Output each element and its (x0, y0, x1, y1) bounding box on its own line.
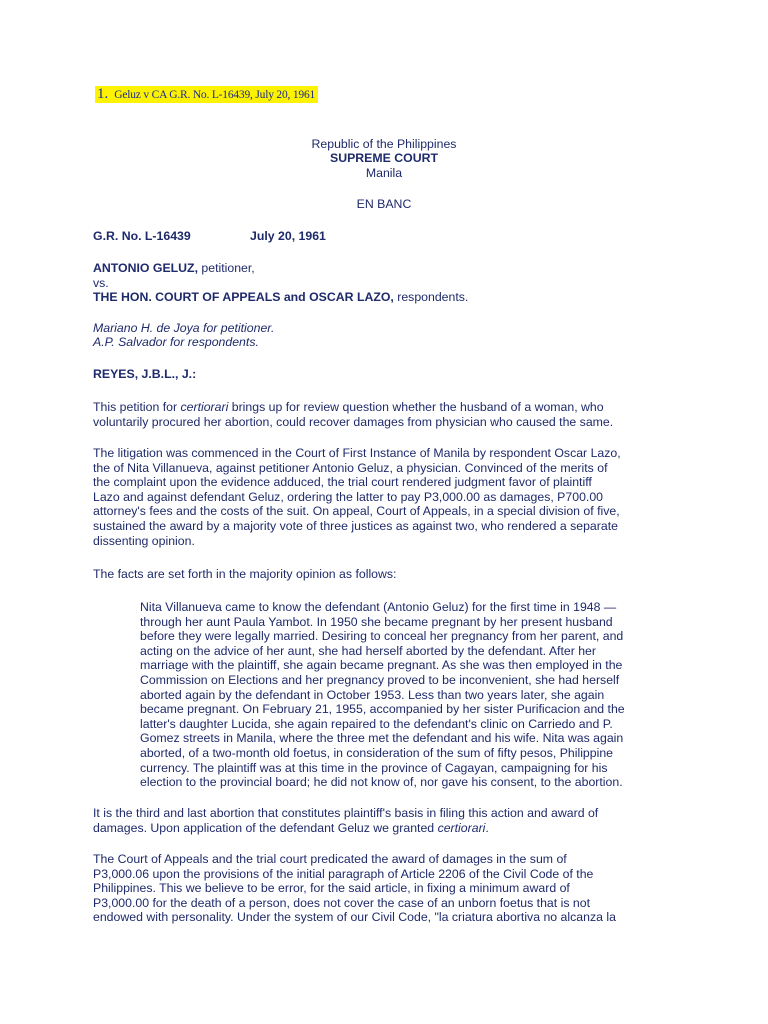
respondent-name: THE HON. COURT OF APPEALS and OSCAR LAZO, (93, 290, 394, 304)
gr-number: G.R. No. L-16439 (93, 229, 191, 243)
text-run: brings up for review question whether the husband of a woman, who (228, 400, 604, 414)
quote-line: marriage with the plaintiff, she again became pregnant. As she was then employed in the (140, 658, 623, 673)
paragraph-line (93, 821, 693, 836)
paragraph-line: sustained the award by a majority vote of three justices as against two, who rendered a separate (93, 518, 618, 533)
text-run: damages. Upon application of the defendant Geluz we granted (93, 820, 438, 835)
division-line: EN BANC (356, 197, 412, 211)
petitioner-role: petitioner, (197, 261, 255, 275)
respondent-role: respondents. (393, 290, 469, 304)
quote-line: aborted again by the defendant in October 1953. Less than two years later, she again (140, 687, 605, 702)
paragraph-line: voluntarily procured her abortion, could recover damages from physician who caused the same. (93, 414, 614, 429)
tag-number: 1. (97, 86, 109, 102)
paragraph-line: The Court of Appeals and the trial court predicated the award of damages in the sum of (93, 852, 567, 866)
paragraph-line (93, 400, 693, 415)
highlighted-case-tag (95, 86, 318, 103)
respondent-line (93, 290, 468, 305)
italic-term: certiorari (437, 820, 486, 835)
paragraph-line: The facts are set forth in the majority opinion as follows: (93, 567, 397, 581)
paragraph-line: P3,000.00 for the death of a person, does not cover the case of an unborn foetus that is not (93, 895, 590, 910)
quote-line: Nita Villanueva came to know the defendant (Antonio Geluz) for the first time in 1948 — (140, 600, 617, 614)
paragraph-damages (93, 852, 693, 925)
quote-line: latter's daughter Lucida, she again repaired to the defendant's clinic on Carriedo and P. (140, 716, 613, 731)
text-run: . (485, 820, 489, 835)
quote-line: Commission on Elections and her pregnancy proved to be inconvenient, she had herself (140, 672, 620, 687)
ponente: REYES, J.B.L., J.: (93, 367, 197, 381)
italic-term: certiorari (180, 400, 229, 414)
block-quote (140, 600, 700, 790)
counsel-respondent: A.P. Salvador for respondents. (93, 335, 259, 349)
petitioner-line (93, 261, 255, 276)
paragraph-line: The litigation was commenced in the Court of First Instance of Manila by respondent Oscar Lazo, (93, 446, 621, 460)
court-name: SUPREME COURT (330, 151, 438, 165)
paragraph-line: the complaint upon the evidence adduced, the trial court rendered judgment favor of plaintiff (93, 475, 592, 490)
decision-date: July 20, 1961 (250, 229, 326, 243)
counsel-petitioner: Mariano H. de Joya for petitioner. (93, 321, 275, 335)
paragraph-facts-intro (93, 567, 693, 582)
text-run: This petition for (93, 400, 181, 414)
quote-line: aborted, of a two-month old foetus, in consideration of the sum of fifty pesos, Philippine (140, 745, 614, 760)
quote-line: through her aunt Paula Yambot. In 1950 she became pregnant by her present husband (140, 614, 613, 629)
paragraph-third-abortion (93, 806, 693, 835)
paragraph-issue (93, 400, 693, 429)
quote-line: currency. The plaintiff was at this time in the province of Cagayan, campaigning for his (140, 760, 608, 775)
petitioner-name: ANTONIO GELUZ, (93, 261, 198, 275)
quote-line: election to the provincial board; he did not know of, nor gave his consent, to the abortion. (140, 775, 623, 790)
paragraph-line: Lazo and against defendant Geluz, ordering the latter to pay P3,000.00 as damages, P700.00 (93, 489, 603, 504)
versus-line: vs. (93, 276, 109, 290)
quote-line: acting on the advice of her aunt, she had herself aborted by the defendant. After her (140, 643, 596, 658)
paragraph-line: dissenting opinion. (93, 533, 195, 548)
quote-line: Gomez streets in Manila, where the three met the defendant and his wife. Nita was again (140, 731, 624, 746)
city-line: Manila (365, 166, 403, 180)
republic-line: Republic of the Philippines (311, 137, 457, 151)
paragraph-litigation (93, 446, 693, 548)
paragraph-line: It is the third and last abortion that constitutes plaintiff's basis in filing this action and award of (93, 806, 599, 820)
paragraph-line: attorney's fees and the costs of the suit. On appeal, Court of Appeals, in a special division of five, (93, 504, 620, 519)
quote-line: before they were legally married. Desiring to conceal her pregnancy from her parent, and (140, 629, 624, 644)
paragraph-line: Philippines. This we believe to be error, for the said article, in fixing a minimum award of (93, 881, 570, 896)
paragraph-line: P3,000.06 upon the provisions of the initial paragraph of Article 2206 of the Civil Code of the (93, 866, 594, 881)
tag-caption: Geluz v CA G.R. No. L-16439, July 20, 1961 (114, 89, 316, 101)
paragraph-line: endowed with personality. Under the system of our Civil Code, "la criatura abortiva no alcanza la (93, 910, 616, 925)
paragraph-line: the of Nita Villanueva, against petitioner Antonio Geluz, a physician. Convinced of the merits of (93, 460, 608, 475)
quote-line: became pregnant. On February 21, 1955, accompanied by her sister Purificacion and the (140, 702, 625, 717)
